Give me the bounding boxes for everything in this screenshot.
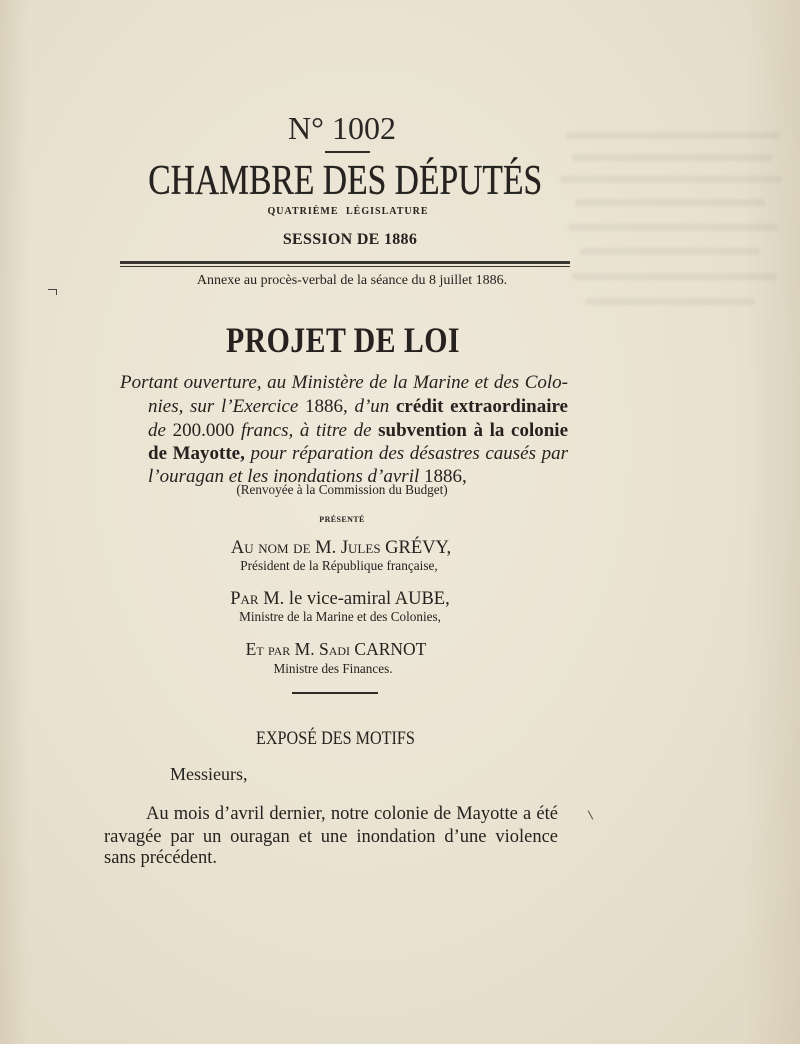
session-label: SESSION DE 1886 [282, 231, 418, 248]
presenter-title: M. [315, 538, 337, 558]
title-segment: subvention à la colonie [378, 419, 569, 441]
double-rule [120, 261, 570, 267]
paragraph-line: sans précédent. [104, 847, 218, 868]
presenter-name [40, 590, 640, 609]
presenter-prefix: Par [230, 589, 259, 609]
title-segment: 1886, [305, 396, 348, 417]
stray-mark [48, 289, 57, 295]
presenter-surname: CARNOT [354, 639, 427, 659]
title-segment: crédit extraordinaire [396, 396, 568, 417]
title-segment: pour réparation des désastres causés par [250, 442, 568, 464]
title-segment: de [148, 419, 166, 441]
bill-title-line [148, 444, 568, 463]
salutation: Messieurs, [170, 764, 248, 784]
bill-title-line [148, 397, 568, 416]
annex-note: Annexe au procès-verbal de la séance du 8 juillet 1886. [196, 273, 508, 288]
number-prefix: N° [288, 110, 324, 146]
paragraph-line: Au mois d’avril dernier, notre colonie de Mayotte a été [146, 804, 558, 824]
title-segment: de Mayotte, [148, 442, 245, 464]
section-rule [292, 692, 378, 694]
presenter-surname: GRÉVY, [385, 538, 452, 558]
chamber-title [45, 160, 645, 202]
stray-mark [588, 810, 594, 819]
legislature-label: QUATRIÈME LÉGISLATURE [267, 206, 429, 217]
presented-label: PRÉSENTÉ [319, 515, 365, 524]
bill-heading-text: PROJET DE LOI [226, 320, 460, 360]
presenter-name [36, 641, 636, 659]
presenter-role: Ministre des Finances. [273, 661, 393, 676]
presenter-role: Président de la République française, [240, 558, 438, 573]
title-segment: francs, à titre de [240, 419, 372, 441]
presenter-title: M. [294, 639, 315, 659]
title-segment: l’ouragan et les inondations d’avril [148, 465, 420, 487]
referral-note: (Renvoyée à la Commission du Budget) [236, 482, 448, 497]
presenter-firstname: Sadi [318, 639, 351, 659]
title-segment: d’un [354, 396, 390, 417]
presenter-role: Ministre de la Marine et des Colonies, [239, 609, 441, 624]
title-segment: 200.000 [172, 419, 235, 441]
presenter-prefix: Au nom de [230, 538, 311, 558]
bleed-through-shadow [568, 224, 778, 231]
title-segment: 1886, [424, 465, 467, 487]
expose-heading-text: EXPOSÉ DES MOTIFS [255, 727, 415, 749]
expose-heading [35, 729, 635, 748]
chamber-title-text: CHAMBRE DES DÉPUTÉS [148, 158, 542, 204]
presenter-title: M. le vice-amiral [263, 589, 392, 609]
presenter-firstname: Jules [340, 538, 381, 558]
bleed-through-shadow [580, 248, 760, 255]
title-segment: nies, sur l’Exercice [148, 396, 299, 417]
title-segment: Portant ouverture, au Ministère de la Marine et des Colo- [120, 371, 568, 393]
bleed-through-shadow [585, 298, 755, 305]
paragraph-line: ravagée par un ouragan et une inondation d’une violence [104, 826, 558, 847]
document-number [42, 112, 642, 144]
number-value: 1002 [331, 110, 396, 146]
bill-title-line [120, 373, 568, 392]
presenter-prefix: Et par [245, 639, 291, 659]
header-rule [325, 151, 370, 153]
presenter-surname: AUBE, [394, 589, 450, 609]
bill-title-line [148, 421, 568, 440]
presenter-name [41, 539, 641, 558]
bill-heading [43, 322, 643, 358]
